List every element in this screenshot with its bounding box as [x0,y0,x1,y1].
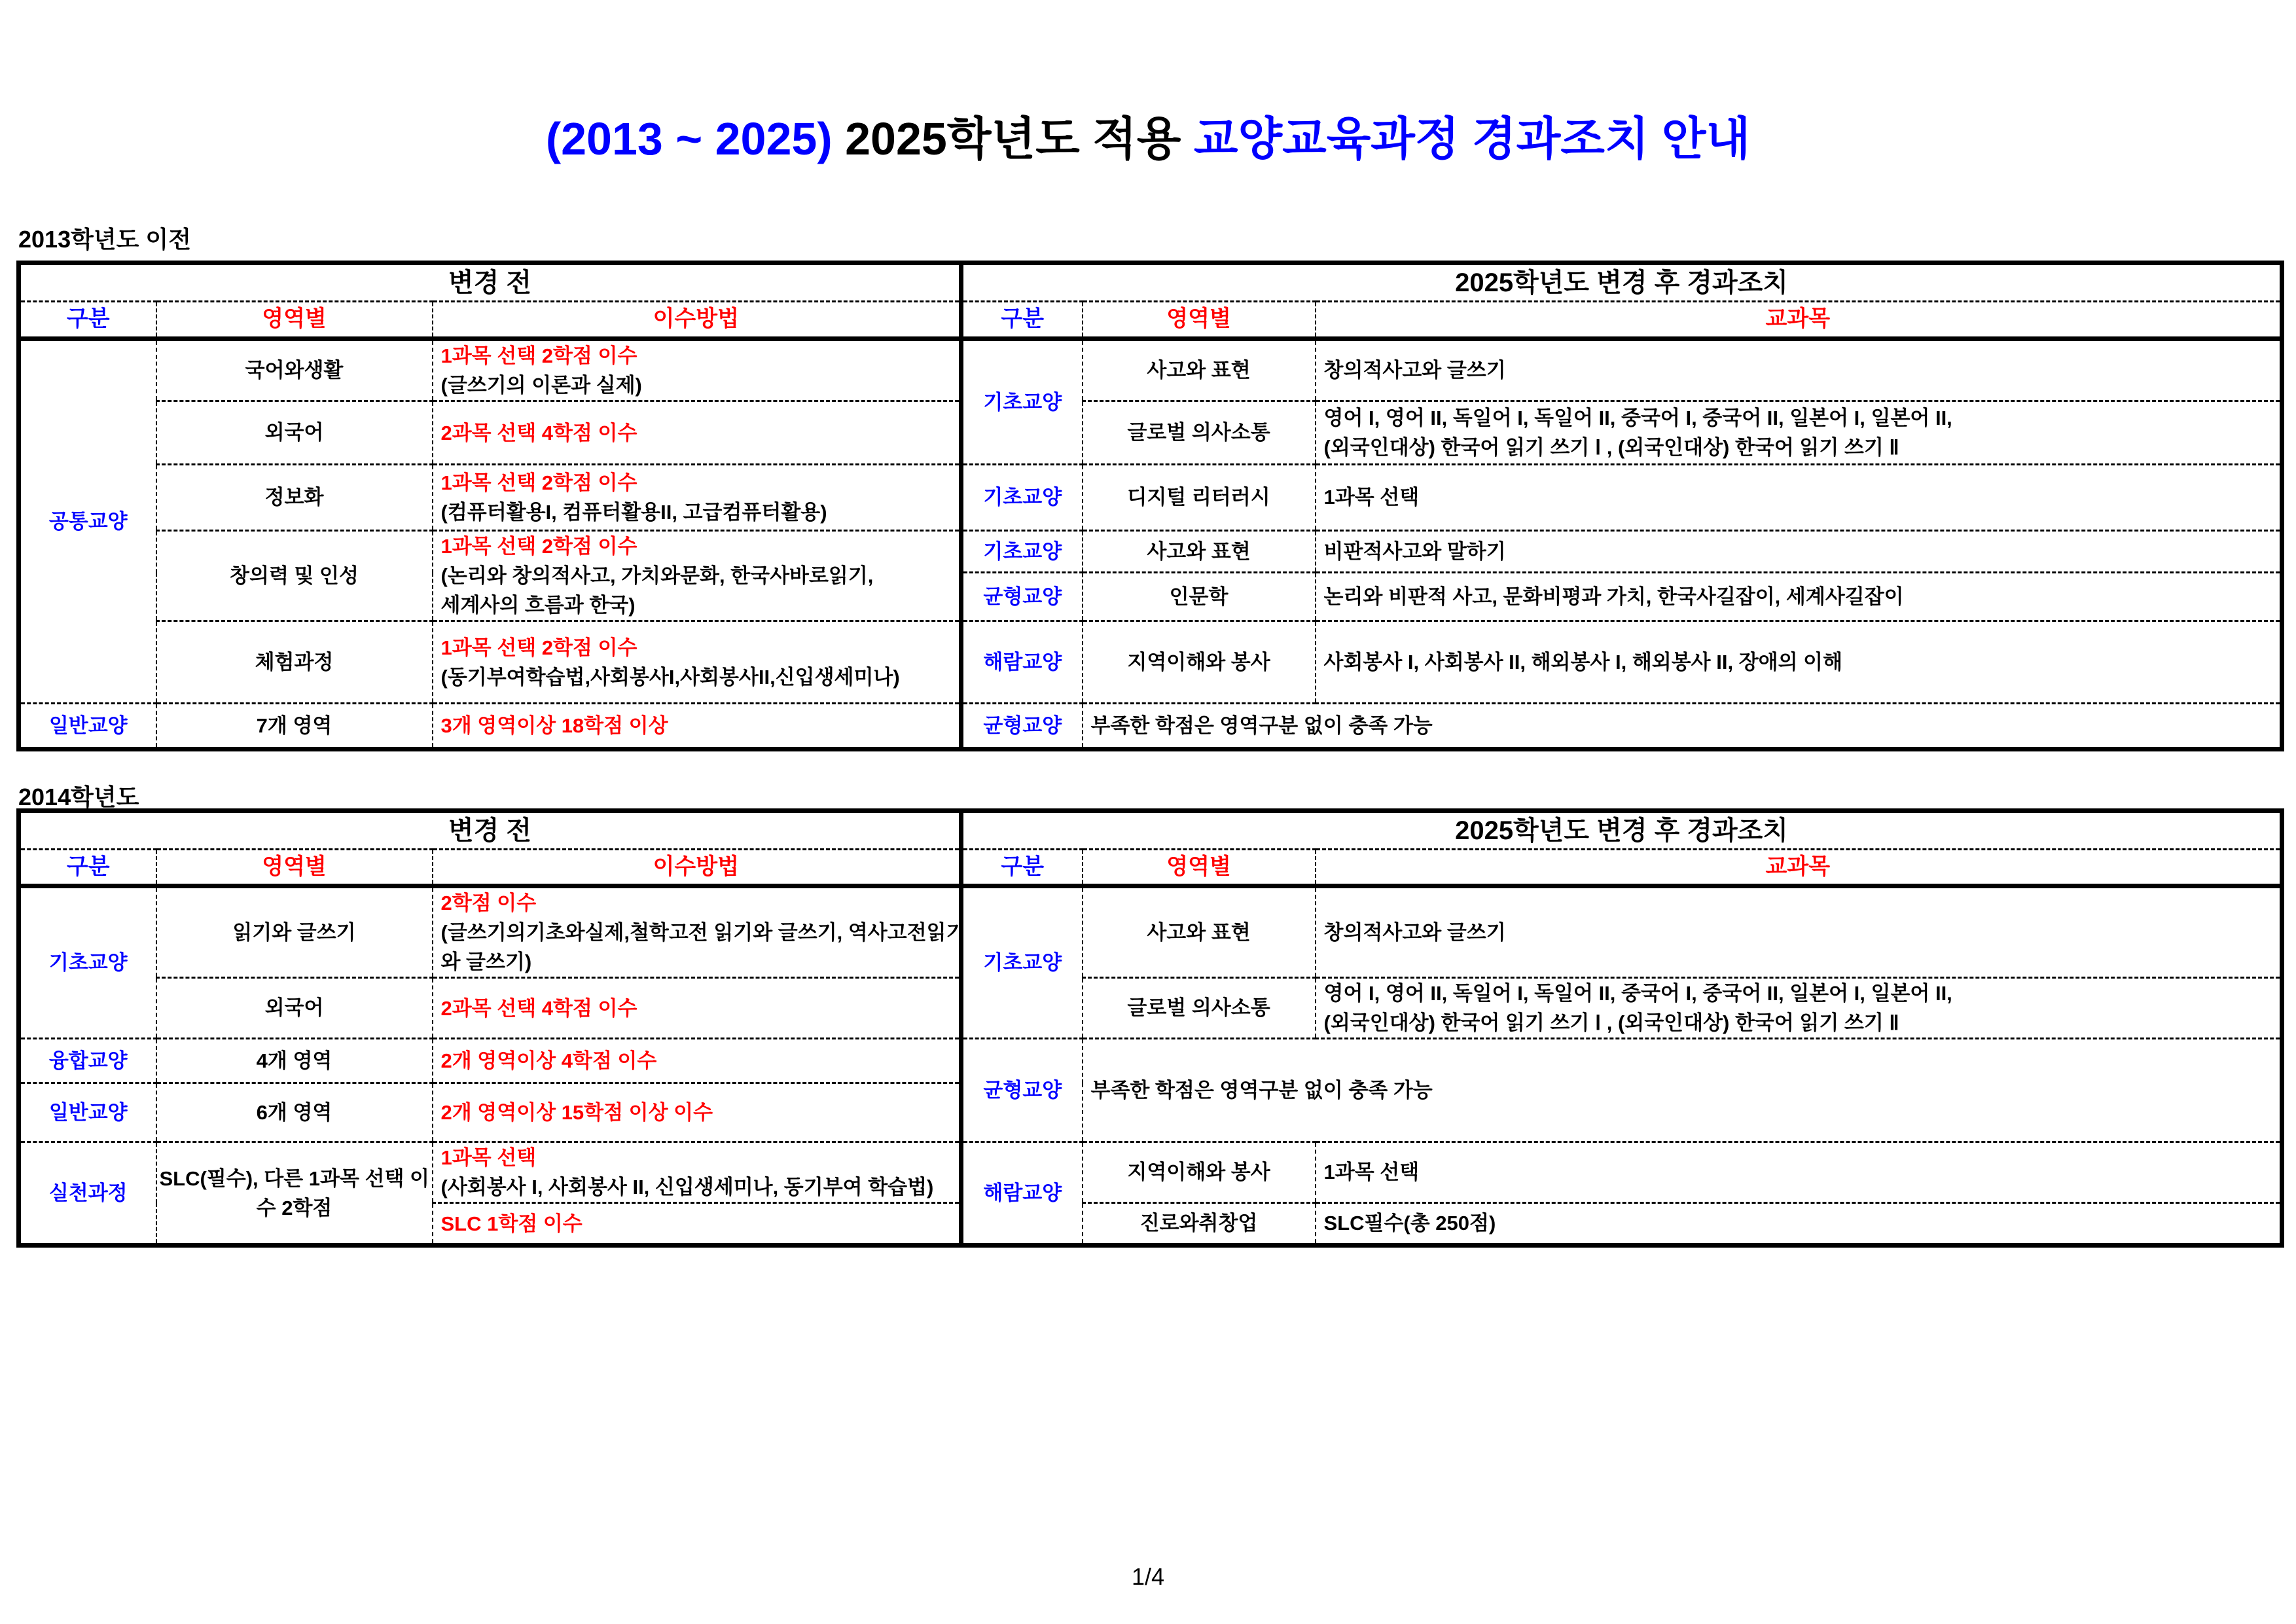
cell-method [433,1203,961,1246]
col-header-gubun: 구분 [961,302,1083,339]
cell-method [433,465,961,531]
cell-gubun: 해람교양 [961,621,1083,704]
course-line: 영어 I, 영어 II, 독일어 I, 독일어 II, 중국어 I, 중국어 II, 일본어 I, 일본어 II, [1323,406,1952,429]
area-line: SLC(필수), 다른 1과목 선택 이 [159,1166,429,1190]
cell-area: 국어와생활 [156,339,433,401]
cell-area: 지역이해와 봉사 [1083,1142,1316,1203]
title-middle: 2025학년도 적용 [832,113,1194,164]
section-label-2014: 2014학년도 [18,784,139,810]
cell-area: 지역이해와 봉사 [1083,621,1316,704]
cell-area: 인문학 [1083,573,1316,621]
cell-course: 1과목 선택 [1316,1142,2282,1203]
cell-gubun: 실천과정 [19,1142,156,1246]
cell-area: 사고와 표현 [1083,886,1316,978]
page-number: 1/4 [1131,1563,1165,1590]
method-line-note: (동기부여학습법,사회봉사I,사회봉사II,신입생세미나) [440,665,900,689]
col-header-method: 이수방법 [433,302,961,339]
cell-gubun: 공통교양 [19,339,156,704]
cell-course: 비판적사고와 말하기 [1316,531,2282,573]
course-line: 영어 I, 영어 II, 독일어 I, 독일어 II, 중국어 I, 중국어 II, 일본어 I, 일본어 II, [1323,982,1952,1005]
method-line-red: 1과목 선택 2학점 이수 [440,636,637,659]
cell-gubun: 일반교양 [19,1083,156,1142]
cell-method [433,339,961,401]
cell-area: 글로벌 의사소통 [1083,401,1316,465]
cell-gubun: 기초교양 [961,465,1083,531]
course-line: (외국인대상) 한국어 읽기 쓰기 Ⅰ , (외국인대상) 한국어 읽기 쓰기 Ⅱ [1323,1011,1899,1034]
cell-course-merged: 부족한 학점은 영역구분 없이 충족 가능 [1083,704,2282,749]
page-title [0,102,2296,168]
cell-area: 사고와 표현 [1083,531,1316,573]
cell-gubun: 균형교양 [961,1039,1083,1142]
header-before-change: 변경 전 [448,268,532,297]
cell-area: 4개 영역 [156,1039,433,1083]
cell-area: 6개 영역 [156,1083,433,1142]
method-line-red: 1과목 선택 2학점 이수 [440,535,637,558]
method-line-note: (논리와 창의적사고, 가치와문화, 한국사바로읽기, [440,564,874,587]
table-2013 [16,261,2284,751]
cell-method [433,704,961,749]
cell-course-merged: 부족한 학점은 영역구분 없이 충족 가능 [1083,1039,2282,1142]
method-line-red: 2개 영역이상 15학점 이상 이수 [440,1101,713,1124]
method-line-note: 와 글쓰기) [440,950,532,973]
cell-course: 창의적사고와 글쓰기 [1316,886,2282,978]
table-2014 [16,808,2284,1248]
method-line-note: (컴퓨터활용I, 컴퓨터활용II, 고급컴퓨터활용) [440,501,827,524]
col-header-course: 교과목 [1316,302,2282,339]
method-line-note: (글쓰기의기초와실제,철학고전 읽기와 글쓰기, 역사고전읽기 [440,921,966,944]
method-line-note: 세계사의 흐름과 한국) [440,594,636,617]
col-header-area: 영역별 [156,302,433,339]
section-label-2013: 2013학년도 이전 [18,226,191,253]
col-header-course: 교과목 [1316,850,2282,886]
cell-area: 읽기와 글쓰기 [156,886,433,978]
col-header-area: 영역별 [1083,850,1316,886]
cell-course [1316,401,2282,465]
cell-area: 진로와취창업 [1083,1203,1316,1246]
cell-gubun: 기초교양 [961,886,1083,1039]
cell-gubun: 기초교양 [19,886,156,1039]
cell-area: 창의력 및 인성 [156,531,433,621]
col-header-gubun: 구분 [19,850,156,886]
cell-method [433,886,966,978]
method-line-note: (사회봉사 I, 사회봉사 II, 신입생세미나, 동기부여 학습법) [440,1176,934,1199]
col-header-method: 이수방법 [433,850,961,886]
method-line-red: 2개 영역이상 4학점 이수 [440,1049,657,1072]
cell-method [433,401,961,465]
cell-area: 글로벌 의사소통 [1083,978,1316,1039]
cell-area: 정보화 [156,465,433,531]
cell-area: 체험과정 [156,621,433,704]
course-line: (외국인대상) 한국어 읽기 쓰기 Ⅰ , (외국인대상) 한국어 읽기 쓰기 Ⅱ [1323,436,1899,459]
method-line-note: (글쓰기의 이론과 실제) [440,374,642,397]
cell-area: 디지털 리터러시 [1083,465,1316,531]
cell-method [433,1039,961,1083]
cell-gubun: 일반교양 [19,704,156,749]
cell-gubun: 균형교양 [961,704,1083,749]
cell-method [433,531,961,621]
cell-course [1316,978,2282,1039]
cell-gubun: 융합교양 [19,1039,156,1083]
cell-method [433,1083,961,1142]
cell-area [156,1142,433,1246]
header-before-change: 변경 전 [448,816,532,845]
cell-area: 외국어 [156,978,433,1039]
area-line: 수 2학점 [256,1196,332,1219]
col-header-gubun: 구분 [961,850,1083,886]
cell-course: SLC필수(총 250점) [1316,1203,2282,1246]
method-line-red: SLC 1학점 이수 [440,1212,583,1235]
cell-area: 사고와 표현 [1083,339,1316,401]
cell-course: 논리와 비판적 사고, 문화비평과 가치, 한국사길잡이, 세계사길잡이 [1316,573,2282,621]
cell-course: 창의적사고와 글쓰기 [1316,339,2282,401]
method-line-red: 2과목 선택 4학점 이수 [440,421,637,444]
cell-gubun: 기초교양 [961,339,1083,465]
cell-area: 외국어 [156,401,433,465]
cell-method [433,978,961,1039]
method-line-red: 3개 영역이상 18학점 이상 [440,714,668,737]
cell-gubun: 기초교양 [961,531,1083,573]
cell-method [433,621,961,704]
header-after-change: 2025학년도 변경 후 경과조치 [961,811,2282,850]
cell-gubun: 균형교양 [961,573,1083,621]
col-header-area: 영역별 [1083,302,1316,339]
cell-gubun: 해람교양 [961,1142,1083,1246]
cell-area: 7개 영역 [156,704,433,749]
title-subject: 교양교육과정 경과조치 안내 [1193,113,1751,164]
method-line-red: 1과목 선택 2학점 이수 [440,344,637,367]
col-header-area: 영역별 [156,850,433,886]
cell-course: 사회봉사 I, 사회봉사 II, 해외봉사 I, 해외봉사 II, 장애의 이해 [1316,621,2282,704]
cell-method [433,1142,961,1203]
method-line-red: 1과목 선택 [440,1146,537,1169]
title-year-range: (2013 ~ 2025) [545,113,833,164]
method-line-red: 1과목 선택 2학점 이수 [440,471,637,494]
cell-course: 1과목 선택 [1316,465,2282,531]
header-after-change: 2025학년도 변경 후 경과조치 [961,263,2282,302]
col-header-gubun: 구분 [19,302,156,339]
method-line-red: 2과목 선택 4학점 이수 [440,996,637,1020]
method-line-red: 2학점 이수 [440,892,537,914]
